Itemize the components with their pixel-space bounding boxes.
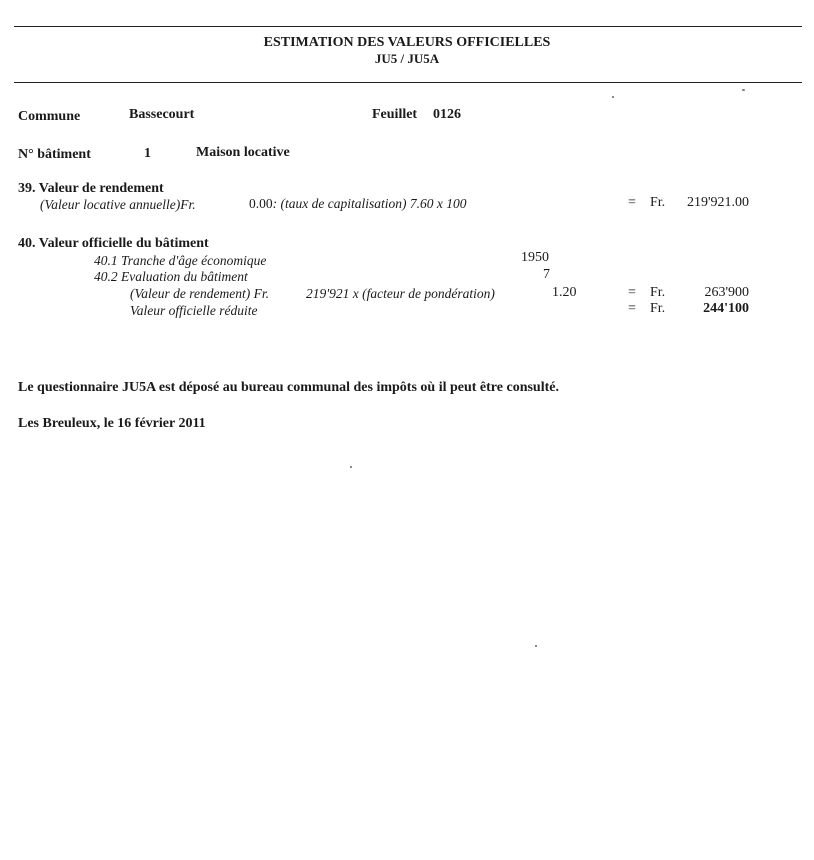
top-rule [14, 26, 802, 27]
valeur-locative-value: 0.00 [249, 196, 273, 211]
commune-value: Bassecourt [129, 107, 195, 122]
scan-speck [535, 645, 537, 647]
ponderation-formula: 219'921 x (facteur de pondération) [306, 286, 495, 301]
tranche-age-value: 1950 [521, 250, 549, 265]
evaluation-label: 40.2 Evaluation du bâtiment [94, 269, 248, 284]
ponderation-factor: 1.20 [552, 285, 577, 300]
batiment-label: N° bâtiment [18, 147, 91, 162]
tranche-age-label: 40.1 Tranche d'âge économique [94, 253, 267, 268]
header-rule [14, 82, 802, 83]
feuillet-value: 0126 [433, 107, 461, 122]
feuillet-label: Feuillet [372, 107, 418, 122]
reduite-result: 244'100 [703, 301, 749, 316]
document-title: ESTIMATION DES VALEURS OFFICIELLES [263, 35, 551, 50]
section-39-result: 219'921.00 [686, 195, 749, 210]
rendement-result: 263'900 [704, 285, 749, 300]
scan-speck [612, 96, 614, 98]
valeur-reduite-label: Valeur officielle réduite [130, 303, 258, 318]
section-40-heading: 40. Valeur officielle du bâtiment [18, 236, 209, 251]
reduite-equals: = [628, 301, 636, 316]
reduite-currency: Fr. [650, 301, 666, 316]
commune-label: Commune [18, 109, 81, 124]
section-39-currency: Fr. [650, 195, 666, 210]
valeur-rendement-label: (Valeur de rendement) Fr. [130, 286, 269, 301]
place-date: Les Breuleux, le 16 février 2011 [18, 416, 206, 431]
rendement-currency: Fr. [650, 285, 666, 300]
capitalisation-rate: : (taux de capitalisation) 7.60 x 100 [272, 196, 467, 211]
section-39-equals: = [628, 195, 636, 210]
questionnaire-note: Le questionnaire JU5A est déposé au bureau communal des impôts où il peut être consulté. [18, 380, 559, 395]
scan-speck [742, 89, 745, 91]
rendement-equals: = [628, 285, 636, 300]
valeur-locative-line [249, 196, 466, 212]
scan-speck [350, 466, 352, 468]
evaluation-value: 7 [543, 267, 550, 282]
batiment-type: Maison locative [196, 145, 290, 160]
valeur-locative-label: (Valeur locative annuelle)Fr. [40, 197, 196, 212]
document-subtitle: JU5 / JU5A [374, 51, 440, 66]
batiment-number: 1 [144, 146, 151, 161]
section-39-heading: 39. Valeur de rendement [18, 181, 164, 196]
